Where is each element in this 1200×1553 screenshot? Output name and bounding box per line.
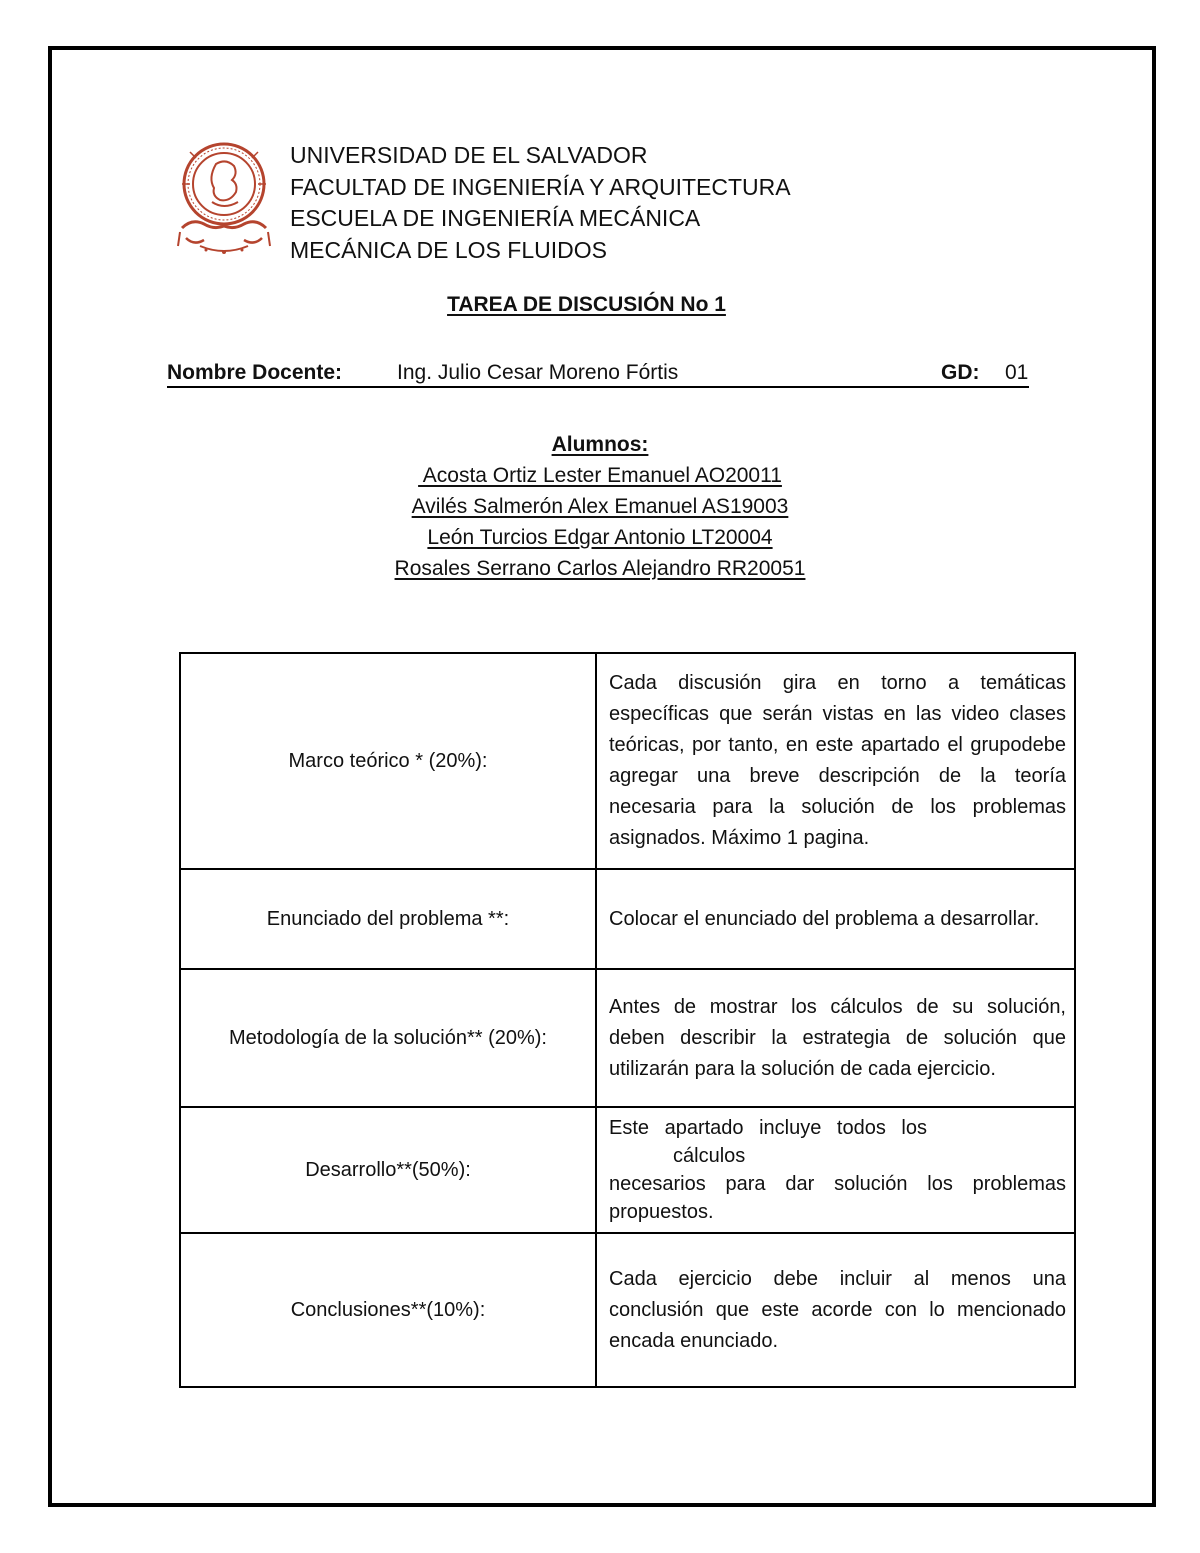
gd-label: GD: — [941, 361, 980, 384]
gd-value: 01 — [1005, 361, 1029, 384]
table-row — [180, 653, 1075, 869]
student-name: Avilés Salmerón Alex Emanuel AS19003 — [411, 495, 789, 518]
student-name: Acosta Ortiz Lester Emanuel AO20011 — [418, 464, 782, 487]
rubric-description-line: cálculos — [673, 1145, 746, 1167]
table-row — [180, 869, 1075, 969]
university-seal-icon — [176, 132, 272, 258]
teacher-row — [167, 361, 1029, 389]
table-row — [180, 1107, 1075, 1233]
faculty-name: FACULTAD DE INGENIERÍA Y ARQUITECTURA — [290, 173, 791, 200]
course-name: MECÁNICA DE LOS FLUIDOS — [290, 236, 607, 263]
rubric-description: Cada discusión gira en torno a temáticas específicas que serán vistas en las video clases teóricas, por tanto, en este apartado el grupodebe agregar una breve descripción de la teoría necesaria para la solución de los problemas asignados. Máximo 1 pagina. — [596, 653, 1075, 869]
rubric-description-line: Este apartado incluye todos los — [609, 1117, 927, 1139]
university-name: UNIVERSIDAD DE EL SALVADOR — [290, 142, 648, 168]
rubric-criterion: Desarrollo**(50%): — [180, 1107, 596, 1233]
table-row — [180, 1233, 1075, 1387]
students-label: Alumnos: — [551, 433, 649, 456]
teacher-label: Nombre Docente: — [167, 361, 343, 384]
rubric-description-line: necesarios para dar solución los problemas propuestos. — [609, 1173, 1066, 1223]
students-list — [0, 429, 1200, 584]
rubric-description: Colocar el enunciado del problema a desarrollar. — [596, 869, 1075, 969]
institution-header — [290, 140, 791, 266]
rubric-description-cell — [596, 1107, 1075, 1233]
rubric-criterion: Conclusiones**(10%): — [180, 1233, 596, 1387]
rubric-criterion: Metodología de la solución** (20%): — [180, 969, 596, 1107]
rubric-criterion: Marco teórico * (20%): — [180, 653, 596, 869]
rubric-description: Cada ejercicio debe incluir al menos una conclusión que este acorde con lo mencionado encada enunciado. — [596, 1233, 1075, 1387]
student-name: Rosales Serrano Carlos Alejandro RR20051 — [394, 557, 806, 580]
underline-rule — [167, 386, 1029, 388]
rubric-criterion: Enunciado del problema **: — [180, 869, 596, 969]
student-name: León Turcios Edgar Antonio LT20004 — [427, 526, 773, 549]
rubric-description: Antes de mostrar los cálculos de su solución, deben describir la estrategia de solución que utilizarán para la solución de cada ejercicio. — [596, 969, 1075, 1107]
rubric-table — [179, 652, 1076, 1388]
table-row — [180, 969, 1075, 1107]
document-title: TAREA DE DISCUSIÓN No 1 — [447, 293, 726, 316]
school-name: ESCUELA DE INGENIERÍA MECÁNICA — [290, 205, 701, 231]
teacher-name: Ing. Julio Cesar Moreno Fórtis — [397, 361, 679, 384]
